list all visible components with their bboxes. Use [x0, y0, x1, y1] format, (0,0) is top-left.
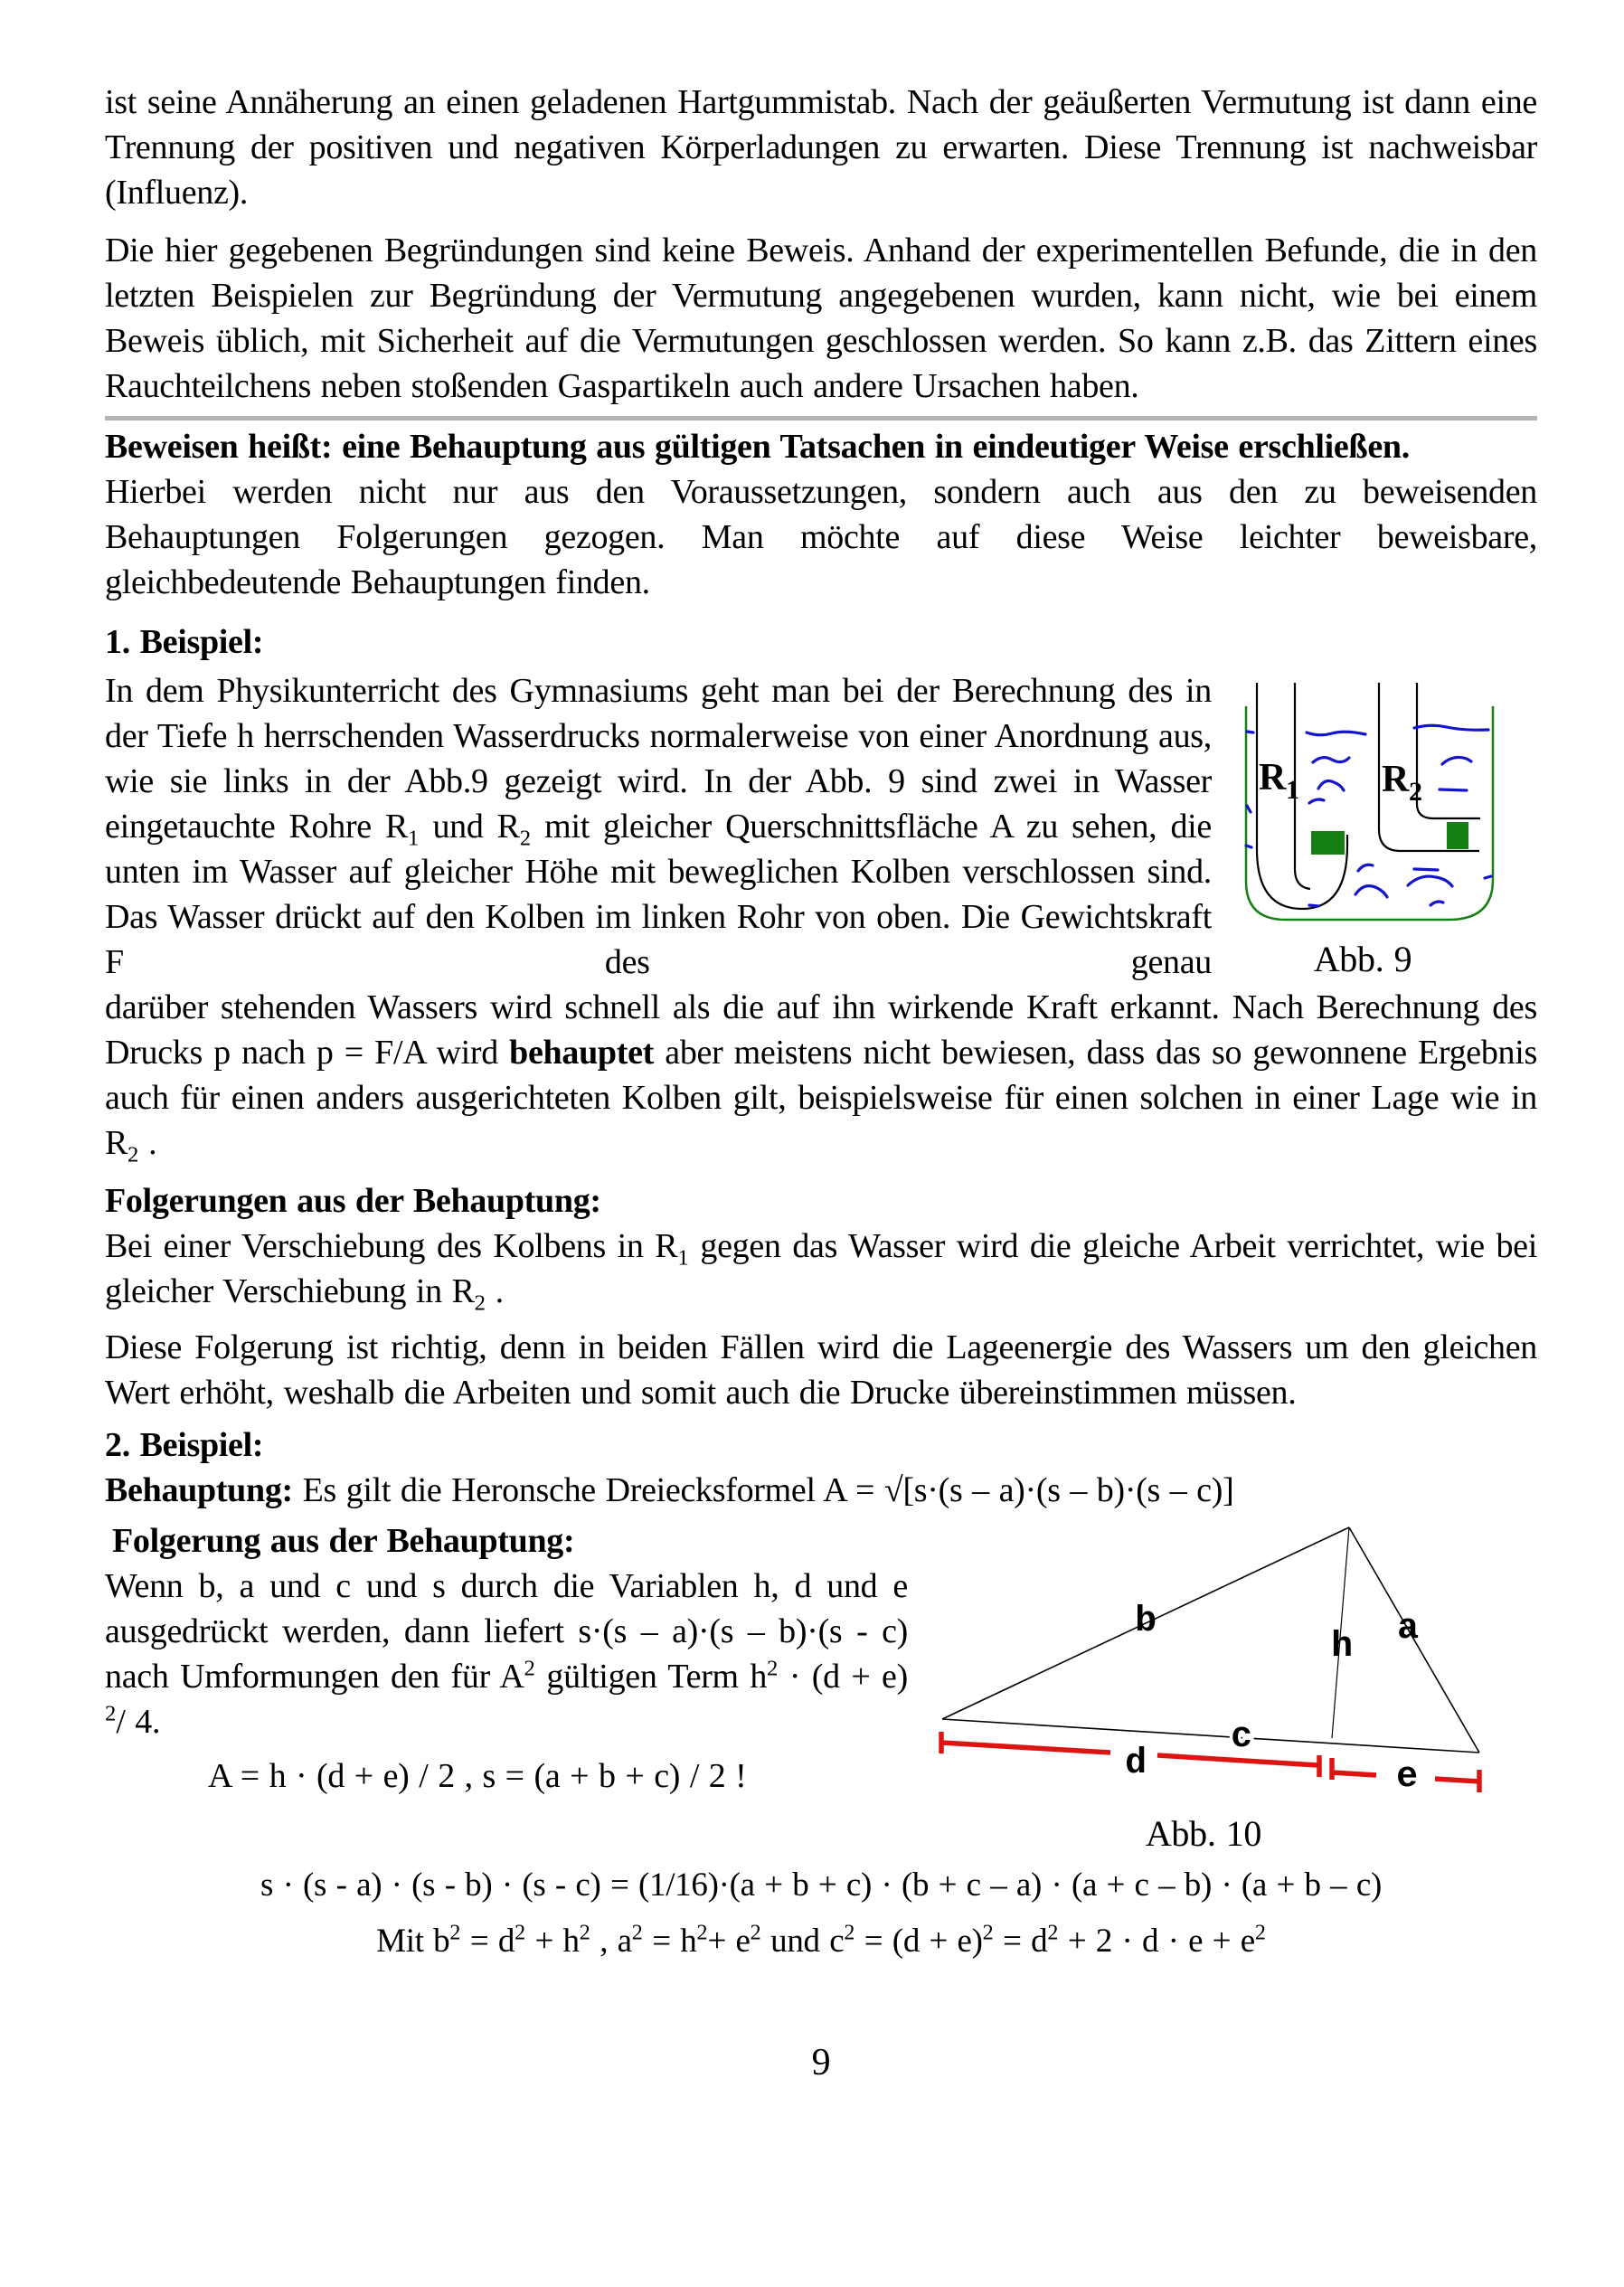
example2-heading: 2. Beispiel: [105, 1426, 264, 1464]
claim-label: Behauptung: [105, 1471, 293, 1509]
water-container-outline [1246, 706, 1493, 920]
label-side-a: a [1397, 1609, 1419, 1649]
label-base-c: c [1231, 1717, 1252, 1758]
page-number: 9 [811, 2042, 831, 2084]
water-mark [1485, 876, 1491, 878]
example1-heading: 1. Beispiel: [105, 623, 264, 661]
thesis-explanation: Hierbei werden nicht nur aus den Voraussetzungen, sondern auch aus den zu beweisenden Behauptungen Folgerungen gezogen. Man möchte auf diese Weise leichter beweisbare, gleichbedeutende Behauptungen finden. [105, 473, 1537, 601]
label-side-b: b [1135, 1602, 1157, 1642]
apparatus-diagram [1223, 668, 1503, 926]
example1-text: In dem Physikunterricht des Gymnasiums geht man bei der Berechnung des in der Tiefe h herrschenden Wasserdrucks normalerweise von einer Anordnung aus, wie sie links in der Abb.9 gezeigt wird. In der Abb. 9 sind zwei in Wasser eingetauchte Rohre $R_1$ und $R_2$ mit gleicher Querschnittsfläche A zu sehen, die unten im Wasser auf gleicher Höhe mit beweglichen Kolben verschlossen sind. Das Wasser drückt auf den Kolben im linken Rohr von oben. Die Gewichtskraft F des genau [105, 672, 1213, 981]
tube-r2-inner-wall [1417, 683, 1480, 818]
formula-line-2: Mit $b^2 = d^2 + h^2$ , $a^2 = h^2+ e^2$ und $c^2 = (d + e)^2 = d^2 + 2 \cdot d \cdot e + e^2$ [376, 1921, 1266, 1960]
claim-line [105, 1468, 1537, 1513]
water-mark [1246, 846, 1251, 847]
water-mark [1313, 758, 1349, 762]
water-surface-right [1414, 725, 1488, 730]
figure-abb9 [1223, 668, 1537, 979]
deduction-heading: Folgerung aus der Behauptung: [112, 1522, 575, 1560]
paragraph-intro-2: Die hier gegebenen Begründungen sind keine Beweis. Anhand der experimentellen Befunde, die in den letzten Beispielen zur Begründung der Vermutung angegebenen wurden, kann nicht, wie bei einem Beweis üblich, mit Sicherheit auf die Vermutungen geschlossen werden. So kann z.B. das Zittern eines Rauchteilchens neben stoßenden Gaspartikeln auch andere Ursachen haben. [105, 232, 1537, 405]
piston-r2 [1447, 822, 1468, 849]
claim-text: Es gilt die Heronsche Dreiecksformel A = √[s·(s – a)·(s – b)·(s – c)] [302, 1471, 1234, 1509]
section-divider [105, 416, 1537, 421]
water-mark [1414, 869, 1438, 870]
example1-section [105, 668, 1537, 985]
deduction-text: Wenn b, a und c und s durch die Variablen h, d und e ausgedrückt werden, dann liefert s·(s – a)·(s – b)·(s - c) nach Umformungen den für $A^2$ gültigen Term $h^2 \cdot (d + e)$ $^2$/ 4. [105, 1567, 908, 1741]
thesis-statement: Beweisen heißt: eine Behauptung aus gültigen Tatsachen in eindeutiger Weise erschließen. [105, 428, 1410, 466]
tube-label-r1: $R_1$ [1259, 757, 1299, 805]
paragraph-intro-1: ist seine Annäherung an einen geladenen Hartgummistab. Nach der geäußerten Vermutung ist dann eine Trennung der positiven und negativen Körperladungen zu erwarten. Diese Trennung ist nachweisbar (Influenz). [105, 83, 1537, 212]
dim-line-d-1 [941, 1743, 1110, 1753]
consequences-heading: Folgerungen aus der Behauptung: [105, 1182, 601, 1220]
water-mark [1355, 886, 1387, 897]
tube-label-r2: $R_2$ [1382, 759, 1422, 807]
example2-columns [105, 1518, 1537, 1854]
water-mark [1440, 789, 1467, 790]
label-altitude-h: h [1331, 1627, 1353, 1668]
piston-r1 [1311, 831, 1345, 855]
deduction-formula: A = h · (d + e) / 2 , s = (a + b + c) / 2 ! [208, 1757, 747, 1795]
figure-abb10 [919, 1518, 1534, 1854]
deduction-column [105, 1518, 919, 1854]
consequences-note: Diese Folgerung ist richtig, denn in beiden Fällen wird die Lageenergie des Wassers um den gleichen Wert erhöht, weshalb die Arbeiten und somit auch die Drucke übereinstimmen müssen. [105, 1328, 1537, 1412]
figure9-caption: Abb. 9 [1313, 939, 1412, 979]
figure10-caption: Abb. 10 [1145, 1813, 1262, 1854]
water-mark [1430, 902, 1443, 905]
water-mark [1408, 876, 1452, 886]
consequences-text: Bei einer Verschiebung des Kolbens in $R_1$ gegen das Wasser wird die gleiche Arbeit verrichtet, wie bei gleicher Verschiebung in $R_2$ . [105, 1227, 1537, 1316]
water-mark [1247, 806, 1251, 812]
label-segment-d: d [1125, 1744, 1147, 1784]
water-marks [1246, 725, 1491, 906]
water-mark [1318, 781, 1344, 790]
dim-line-e-1 [1332, 1772, 1376, 1775]
water-mark [1309, 799, 1324, 803]
formula-line-1: s · (s - a) · (s - b) · (s - c) = (1/16)·(a + b + c) · (b + c – a) · (a + c – b) · (a + b – c) [260, 1866, 1382, 1904]
label-segment-e: e [1396, 1757, 1418, 1798]
water-surface-left [1307, 732, 1365, 735]
example1-continuation: darüber stehenden Wassers wird schnell als die auf ihn wirkende Kraft erkannt. Nach Berechnung des Drucks p nach p = F/A wird behauptet aber meistens nicht bewiesen, dass das so gewonnene Ergebnis auch für einen anders ausgerichteten Kolben gilt, beispielsweise für einen solchen in einer Lage wie in $R_2$ . [105, 988, 1537, 1167]
water-mark [1358, 865, 1373, 871]
triangle-diagram [919, 1518, 1534, 1800]
water-mark [1309, 905, 1318, 906]
water-mark [1442, 757, 1471, 764]
dim-line-e-2 [1435, 1779, 1479, 1781]
